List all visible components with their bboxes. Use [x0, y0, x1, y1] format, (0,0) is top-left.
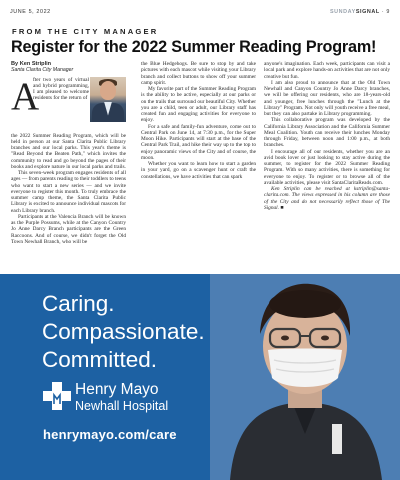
tagline-line-1: Caring. [42, 291, 115, 316]
paragraph: the Blue Hedgehogs. Be sure to stop by and take pictures with each mascot while visiting your Library branch and collect buttons to show off your summer camp spirit. [141, 61, 256, 86]
paragraph: Participants at the Valencia Branch will be known as the Purple Possums, while at the Canyon Country Jo Anne Darcy Branch participants are the Green Raccoons. And of course, we didn't forget the Old Town Newhall Branch, who will be [11, 213, 126, 245]
end-mark: ■ [280, 204, 284, 211]
paragraph: I encourage all of our residents, whether you are an avid book lover or just looking to stay active during the summer, to register for the 2022 Summer Reading Program. With so many activities, there is something for everyone to enjoy. To register or to browse all of the available activities, please visit SantaClaritaReads.com. [264, 148, 390, 186]
lead-block [11, 74, 126, 133]
hospital-cross-icon [43, 382, 71, 410]
paragraph: I am also proud to announce that at the Old Town Newhall and Canyon Country Jo Anne Darcy branches, we will be offering our residents, who are 18-years-old and younger, free lunches through the "Lunch at the Library" Program. Not only will youth receive a free meal, but they can also partake in Library programming. [264, 79, 390, 117]
section-kicker: FROM THE CITY MANAGER [12, 27, 159, 36]
paragraph: the 2022 Summer Reading Program, which will be held in person at our Santa Clarita Public Library branches and our local parks. This year's theme is "Read Beyond the Beaten Path," which invites the community to read and go beyond the pages of their books and explore nature in our local parks and trails. [11, 132, 126, 170]
byline: By Ken Striplin [11, 61, 52, 67]
lead-text: fter two years of virtual and hybrid programming, I am pleased to welcome residents for the return of [33, 76, 89, 102]
nurse-photo [210, 274, 400, 480]
hospital-logo [43, 380, 193, 422]
byline-title: Santa Clarita City Manager [11, 67, 74, 74]
hospital-advertisement[interactable] [0, 274, 400, 480]
author-photo [90, 77, 126, 122]
paragraph: My favorite part of the Summer Reading Program is the ability to be active, especially at our parks or on the trails that surround our beautiful City. Whether you are a child, teen or adult, our Library staff has created fun and engaging activities for everyone to enjoy. [141, 86, 256, 124]
issue-date: JUNE 5, 2022 [10, 9, 51, 15]
paragraph: This collaborative program was developed by the California Library Association and the California Summer Meal Coalition. Youth can receive their lunches Monday through Friday, between noon and 1:00 p.m., at both branches. [264, 117, 390, 149]
paragraph: This seven-week program engages residents of all ages — from parents reading to their toddlers to teens who want to start a new series — and we invite everyone to register this month. To truly embrace the summer camp theme, the Santa Clarita Public Library is excited to announce individual mascots for each Library branch. [11, 170, 126, 214]
brand-name: Henry Mayo [75, 381, 159, 398]
endnote-text: Ken Striplin can be reached at kstriplin@santa-clarita.com. The views expressed in his column are those of the City and do not necessarily reflect those of The Signal. [264, 186, 390, 211]
ad-tagline [42, 290, 205, 374]
paragraph: Whether you want to learn how to start a garden in your yard, go on a scavenger hunt or craft the constellations, we have activities that can spark [141, 161, 256, 180]
page-header [10, 9, 390, 19]
article-column-3 [264, 61, 390, 271]
paragraph: For a safe and family-fun adventure, come out to Central Park on June 14, at 7:30 p.m., for the Super Moon Hike. Participants will start at the base of the Central Park Trail, and hike their way up to the top to enjoy panoramic views of the City and of course, the moon. [141, 123, 256, 161]
masthead-signal: SIGNAL [355, 9, 380, 15]
tagline-line-2: Compassionate. [42, 319, 205, 344]
article-column-1 [11, 61, 126, 271]
article-column-2 [141, 61, 256, 271]
article-headline: Register for the 2022 Summer Reading Program! [11, 38, 377, 56]
masthead [330, 9, 390, 15]
page-number: · 9 [381, 9, 390, 15]
ad-url-link[interactable]: henrymayo.com/care [43, 427, 177, 442]
masthead-sunday: SUNDAY [329, 9, 356, 15]
tagline-line-3: Committed. [42, 347, 158, 372]
author-contact-note [264, 186, 390, 211]
paragraph: anyone's imagination. Each week, participants can visit a local park and explore hands-on activities that are not only creative but fun. [264, 61, 390, 80]
brand-subname: Newhall Hospital [75, 399, 169, 413]
drop-cap: A [11, 74, 40, 118]
